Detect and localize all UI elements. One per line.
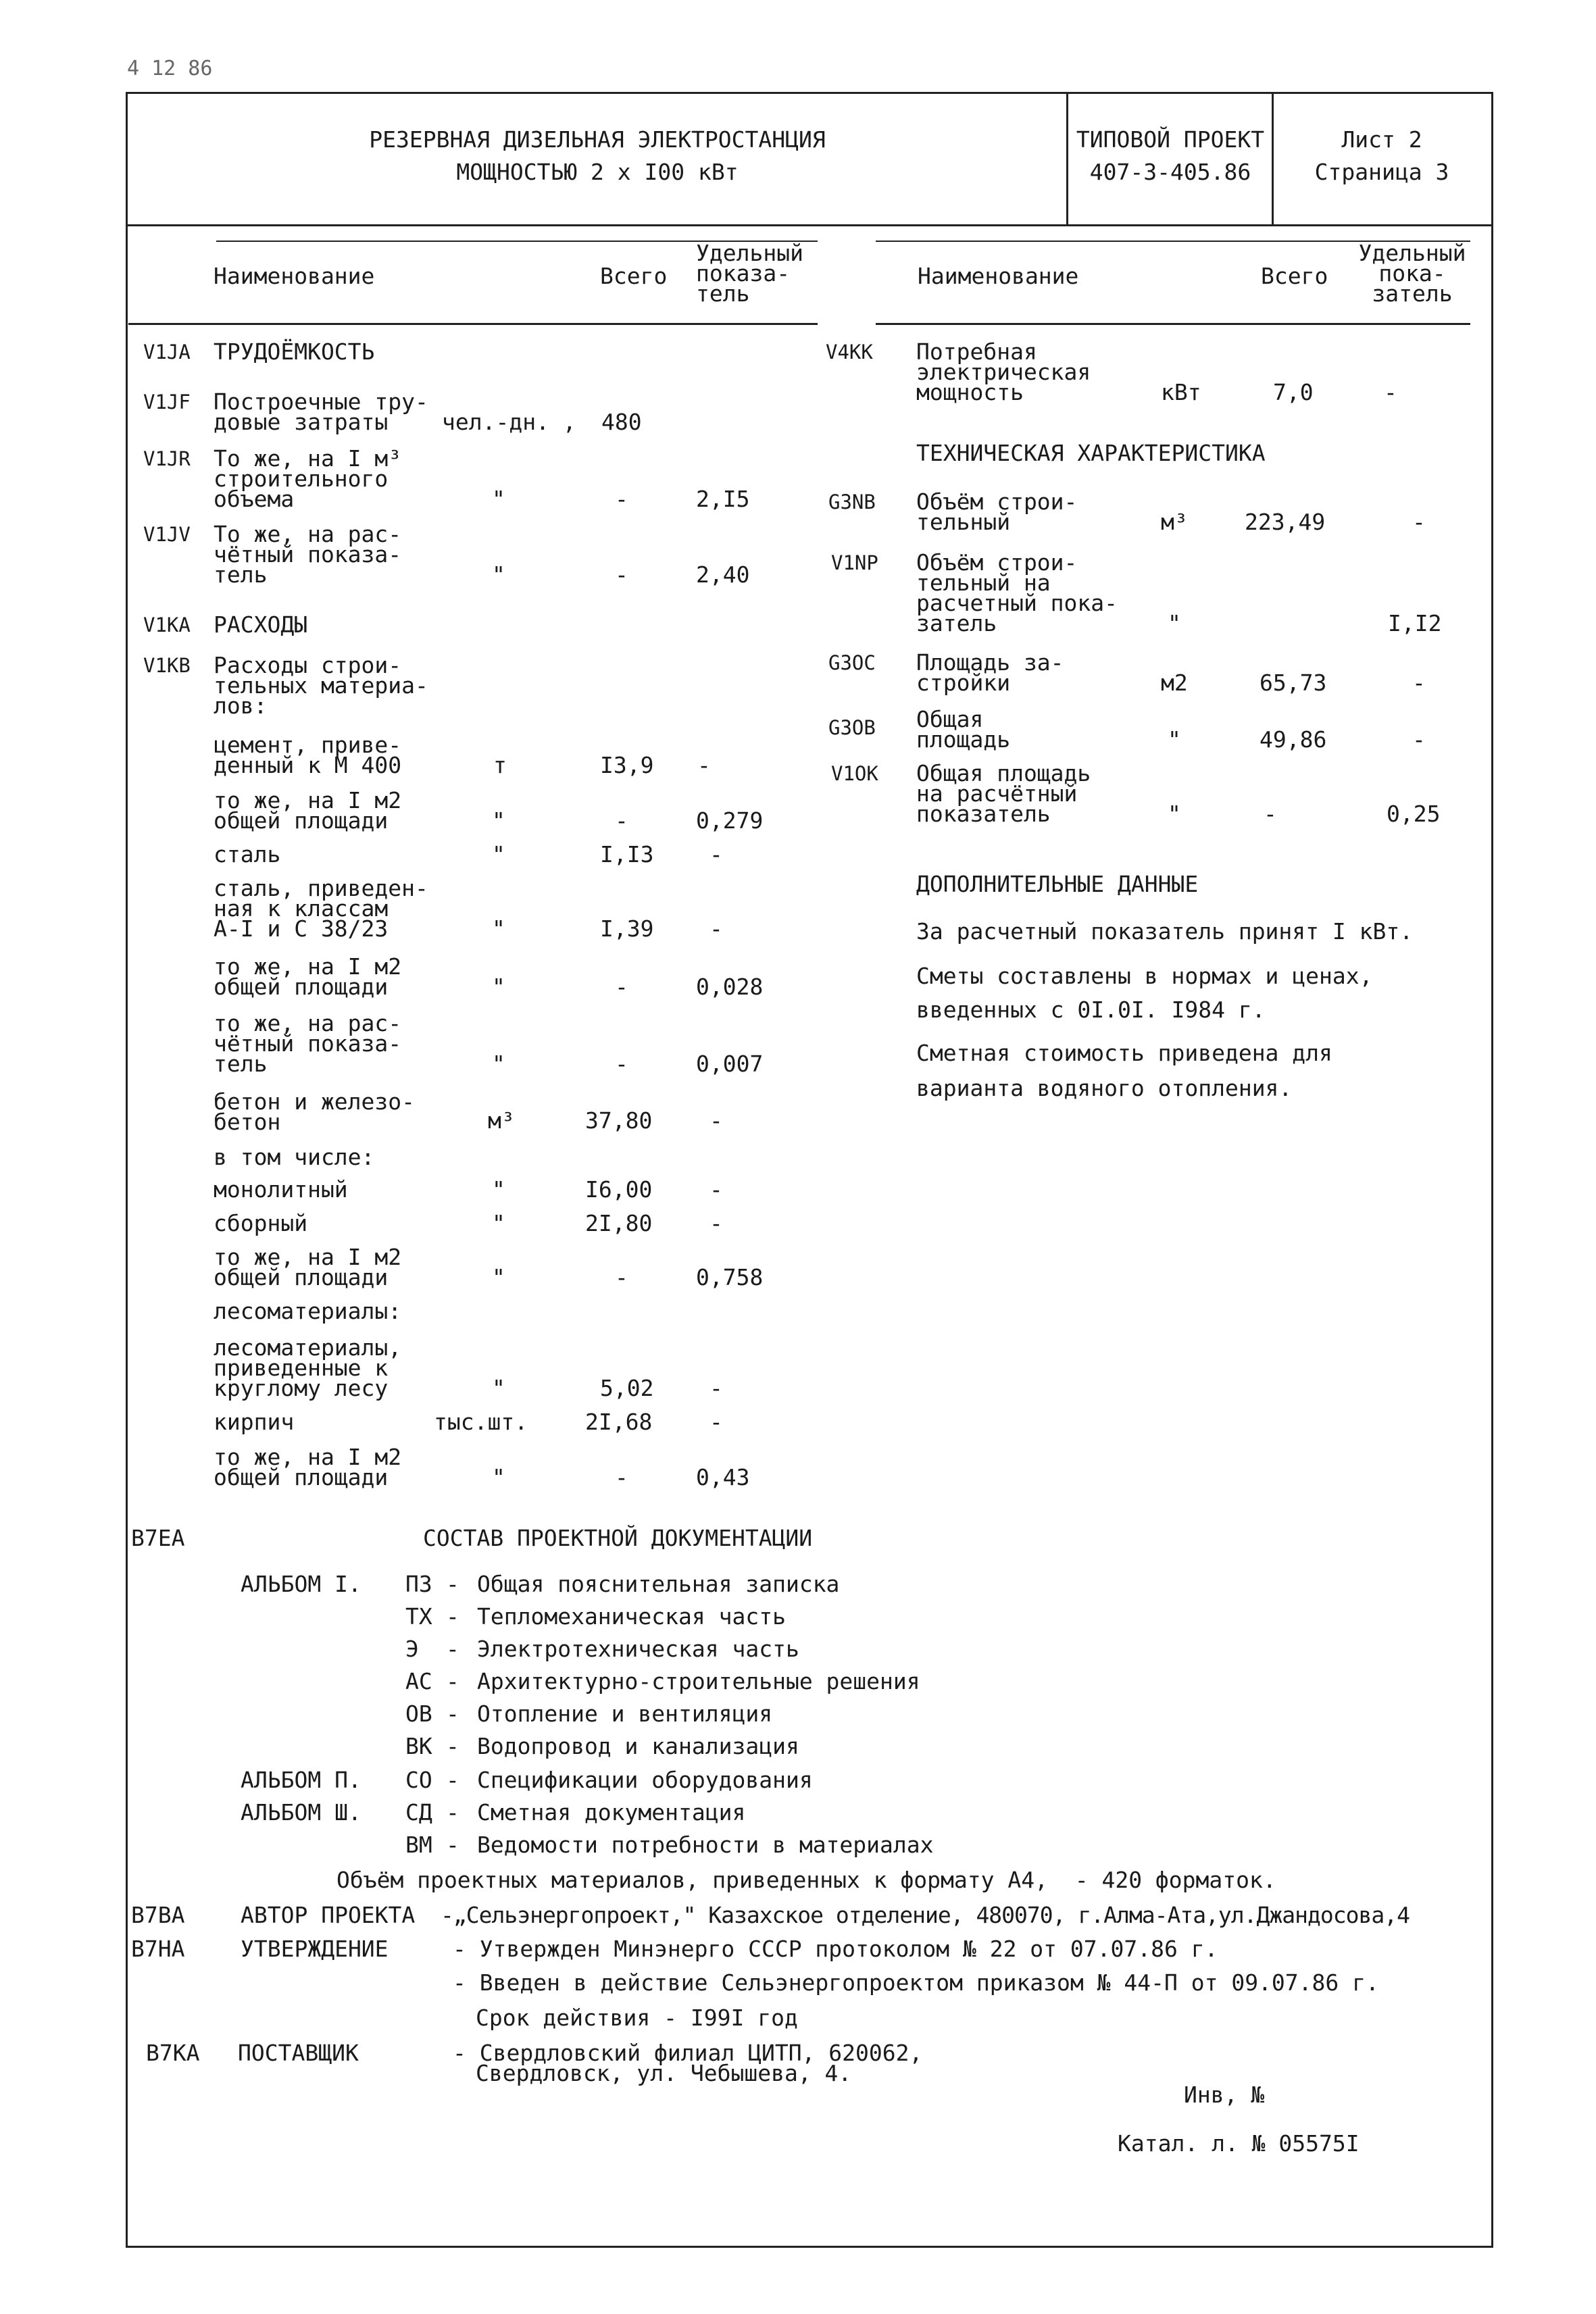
- row-name: ТРУДОЁМКОСТЬ: [214, 338, 375, 365]
- row-name: Общая площадь на расчётный показатель: [916, 760, 1091, 827]
- row-specific: -: [1384, 379, 1397, 405]
- supplier-label: ПОСТАВЩИК: [238, 2040, 359, 2066]
- supplier-line: - Свердловский филиал ЦИТП, 620062,: [453, 2040, 923, 2066]
- doc-desc: Сметная документация: [477, 1799, 746, 1826]
- project-number: 407-3-405.86: [1089, 159, 1251, 185]
- row-total: 223,49: [1245, 509, 1326, 535]
- author-label: АВТОР ПРОЕКТА: [241, 1902, 416, 1928]
- row-total: 65,73: [1260, 670, 1327, 696]
- row-name: сталь, приведен- ная к классам А-I и С 38/23: [214, 875, 428, 942]
- row-unit: ": [492, 1264, 505, 1290]
- supplier-code: B7KA: [146, 2040, 200, 2066]
- row-total: 7,0: [1273, 379, 1314, 405]
- row-total: -: [1264, 801, 1277, 827]
- doc-abbr: АС: [405, 1668, 432, 1694]
- album-label: АЛЬБОМ П.: [241, 1767, 361, 1793]
- row-unit: ": [492, 1176, 505, 1203]
- row-total: -: [615, 561, 628, 588]
- doc-desc-dash: -: [446, 1603, 459, 1630]
- row-specific: -: [709, 1107, 723, 1134]
- row-specific: -: [709, 1210, 723, 1236]
- row-specific: 0,25: [1387, 801, 1441, 827]
- docs-volume: Объём проектных материалов, приведенных к формату А4, - 420 форматок.: [336, 1867, 1276, 1893]
- row-specific: -: [1412, 509, 1426, 535]
- row-name: цемент, приве- денный к М 400: [214, 732, 402, 778]
- row-specific: I,I2: [1388, 610, 1442, 636]
- row-name: то же, на I м2 общей площади: [214, 1444, 402, 1490]
- row-total: -: [615, 1464, 628, 1490]
- row-name: Общая площадь: [916, 706, 1011, 753]
- doc-desc-dash: -: [446, 1571, 459, 1597]
- left-col-specific-header: Удельный показа- тель: [696, 240, 803, 307]
- approval-line: - Введен в действие Сельэнергопроектом приказом № 44-П от 09.07.86 г.: [453, 1969, 1379, 1996]
- row-code: V1NP: [831, 551, 878, 574]
- row-name: то же, на I м2 общей площади: [214, 787, 402, 834]
- row-unit: ": [492, 915, 505, 942]
- row-unit: ": [1168, 801, 1181, 827]
- row-name: лесоматериалы:: [214, 1298, 402, 1324]
- row-unit: ": [492, 486, 505, 512]
- additional-data-line: За расчетный показатель принят I кВт.: [916, 918, 1414, 945]
- row-specific: 0,758: [696, 1264, 764, 1290]
- row-specific: -: [709, 841, 723, 867]
- row-total: 2I,80: [585, 1210, 653, 1236]
- right-col-name-header: Наименование: [918, 263, 1079, 289]
- approval-code: B7HA: [131, 1936, 185, 1962]
- corner-mark: 4 12 86: [127, 57, 213, 80]
- row-total: 5,02: [600, 1375, 654, 1401]
- row-code: V4KK: [826, 341, 873, 363]
- doc-desc-dash: -: [446, 1832, 459, 1858]
- row-specific: -: [709, 1176, 723, 1203]
- doc-desc: Тепломеханическая часть: [477, 1603, 786, 1630]
- row-specific: 0,007: [696, 1051, 764, 1077]
- row-total: -: [615, 807, 628, 834]
- row-name: Расходы строи- тельных материа- лов:: [214, 652, 428, 719]
- doc-desc-dash: -: [446, 1733, 459, 1759]
- approval-line: - Утвержден Минэнерго СССР протоколом № 22 от 07.07.86 г.: [453, 1936, 1218, 1962]
- additional-data-line: Сметная стоимость приведена для: [916, 1040, 1332, 1066]
- left-table-header-rule: [128, 323, 818, 325]
- row-code: V1JR: [143, 447, 191, 470]
- additional-data-line: варианта водяного отопления.: [916, 1075, 1293, 1101]
- row-unit: м³: [1161, 509, 1188, 535]
- album-label: АЛЬБОМ Ш.: [241, 1799, 361, 1826]
- row-unit: ": [1168, 610, 1181, 636]
- doc-desc-dash: -: [446, 1636, 459, 1662]
- row-name: кирпич: [214, 1409, 295, 1435]
- row-name: сталь: [214, 841, 281, 867]
- row-name: то же, на рас- чётный показа- тель: [214, 1010, 402, 1077]
- row-name: лесоматериалы, приведенные к круглому лесу: [214, 1334, 402, 1401]
- row-unit: ": [492, 841, 505, 867]
- additional-data-line: Сметы составлены в нормах и ценах,: [916, 963, 1373, 989]
- approval-label: УТВЕРЖДЕНИЕ: [241, 1936, 389, 1962]
- row-specific: 0,279: [696, 807, 764, 834]
- row-unit: ": [492, 1051, 505, 1077]
- album-label: АЛЬБОМ I.: [241, 1571, 361, 1597]
- author-code: B7BA: [131, 1902, 185, 1928]
- author-value: -„Сельэнергопроект," Казахское отделение, 480070, г.Алма-Ата,ул.Джандосова,4: [441, 1902, 1410, 1928]
- row-name: То же, на I м³ строительного объема: [214, 445, 402, 512]
- row-name: сборный: [214, 1210, 308, 1236]
- row-name: Объём строи- тельный: [916, 488, 1078, 535]
- doc-desc-dash: -: [446, 1767, 459, 1793]
- left-col-name-header: Наименование: [214, 263, 375, 289]
- row-name: бетон и железо- бетон: [214, 1088, 416, 1135]
- doc-desc: Электротехническая часть: [477, 1636, 799, 1662]
- row-specific: -: [697, 752, 711, 778]
- row-unit: м³: [488, 1107, 515, 1134]
- doc-desc: Ведомости потребности в материалах: [477, 1832, 934, 1858]
- doc-abbr: ТХ: [405, 1603, 432, 1630]
- catalog-number: Катал. л. № 05575I: [1118, 2130, 1360, 2157]
- row-name: Объём строи- тельный на расчетный пока- затель: [916, 549, 1118, 636]
- row-unit: ": [492, 1464, 505, 1490]
- row-total: -: [615, 486, 628, 512]
- row-specific: 0,43: [696, 1464, 750, 1490]
- row-name: РАСХОДЫ: [214, 611, 308, 638]
- row-unit: ": [492, 1210, 505, 1236]
- doc-abbr: ОВ: [405, 1701, 432, 1727]
- row-unit: ": [492, 974, 505, 1000]
- header-col-divider-2: [1272, 92, 1274, 224]
- row-unit: м2: [1161, 670, 1188, 696]
- doc-abbr: ВМ: [405, 1832, 432, 1858]
- doc-desc: Водопровод и канализация: [477, 1733, 799, 1759]
- row-total: I3,9: [600, 752, 654, 778]
- row-unit: тыс.шт.: [434, 1409, 528, 1435]
- additional-data-line: введенных с 0I.0I. I984 г.: [916, 997, 1266, 1023]
- row-unit: т: [493, 752, 507, 778]
- row-total: I6,00: [585, 1176, 653, 1203]
- row-name: Потребная электрическая мощность: [916, 338, 1091, 405]
- row-code: G3OB: [828, 716, 876, 739]
- docs-heading: СОСТАВ ПРОЕКТНОЙ ДОКУМЕНТАЦИИ: [423, 1525, 813, 1551]
- row-total: I,I3: [600, 841, 654, 867]
- row-name: Площадь за- стройки: [916, 649, 1064, 696]
- doc-abbr: ВК: [405, 1733, 432, 1759]
- row-name: монолитный: [214, 1176, 348, 1203]
- doc-desc: Спецификации оборудования: [477, 1767, 813, 1793]
- row-unit: чел.-дн. ,: [442, 409, 576, 435]
- row-name: То же, на рас- чётный показа- тель: [214, 521, 402, 588]
- header-divider: [126, 224, 1492, 226]
- row-name: Построечные тру- довые затраты: [214, 388, 428, 435]
- row-total: 49,86: [1260, 726, 1327, 753]
- inventory-number: Инв, №: [1184, 2082, 1265, 2108]
- right-col-total-header: Всего: [1261, 263, 1328, 289]
- row-unit: ": [492, 807, 505, 834]
- row-total: -: [615, 1264, 628, 1290]
- row-specific: -: [709, 1409, 723, 1435]
- validity: Срок действия - I99I год: [476, 2005, 798, 2031]
- docs-code: B7EA: [131, 1525, 185, 1551]
- doc-desc: Общая пояснительная записка: [477, 1571, 840, 1597]
- row-unit: ": [492, 1375, 505, 1401]
- row-total: 480: [601, 409, 642, 435]
- row-name: то же, на I м2 общей площади: [214, 953, 402, 1000]
- row-specific: 0,028: [696, 974, 764, 1000]
- row-unit: кВт: [1161, 379, 1201, 405]
- row-unit: ": [1168, 726, 1181, 753]
- doc-desc: Отопление и вентиляция: [477, 1701, 773, 1727]
- project-type: ТИПОВОЙ ПРОЕКТ: [1076, 126, 1265, 153]
- doc-abbr: СД: [405, 1799, 432, 1826]
- right-table-header-rule: [876, 323, 1470, 325]
- row-code: V1KB: [143, 654, 191, 677]
- doc-desc-dash: -: [446, 1668, 459, 1694]
- doc-desc: Архитектурно-строительные решения: [477, 1668, 920, 1694]
- row-code: G3OC: [828, 651, 876, 674]
- row-code: V1JA: [143, 341, 191, 363]
- doc-desc-dash: -: [446, 1701, 459, 1727]
- row-unit: ": [492, 561, 505, 588]
- left-col-total-header: Всего: [600, 263, 668, 289]
- row-total: -: [615, 974, 628, 1000]
- document-title-line2: МОЩНОСТЬЮ 2 х I00 кВт: [456, 159, 739, 185]
- row-code: V1KA: [143, 613, 191, 636]
- right-col-specific-header: Удельный пока- затель: [1358, 240, 1466, 307]
- header-col-divider-1: [1066, 92, 1068, 224]
- row-total: I,39: [600, 915, 654, 942]
- row-specific: 2,40: [696, 561, 750, 588]
- row-total: -: [615, 1051, 628, 1077]
- row-name: ТЕХНИЧЕСКАЯ ХАРАКТЕРИСТИКА: [916, 440, 1266, 466]
- doc-abbr: СО: [405, 1767, 432, 1793]
- document-title-line1: РЕЗЕРВНАЯ ДИЗЕЛЬНАЯ ЭЛЕКТРОСТАНЦИЯ: [369, 126, 826, 153]
- row-code: V1JF: [143, 391, 191, 413]
- row-total: 37,80: [585, 1107, 653, 1134]
- doc-desc-dash: -: [446, 1799, 459, 1826]
- row-specific: -: [1412, 726, 1426, 753]
- doc-abbr: Э: [405, 1636, 419, 1662]
- row-name: то же, на I м2 общей площади: [214, 1244, 402, 1290]
- row-name: в том числе:: [214, 1144, 375, 1170]
- row-specific: -: [709, 1375, 723, 1401]
- row-code: V1OK: [831, 762, 878, 785]
- row-total: 2I,68: [585, 1409, 653, 1435]
- row-specific: -: [709, 915, 723, 942]
- row-code: V1JV: [143, 523, 191, 546]
- row-specific: 2,I5: [696, 486, 750, 512]
- row-specific: -: [1412, 670, 1426, 696]
- supplier-line: Свердловск, ул. Чебышева, 4.: [476, 2060, 852, 2086]
- sheet-number: Лист 2: [1341, 126, 1422, 153]
- page-number: Страница 3: [1314, 159, 1449, 185]
- additional-data-heading: ДОПОЛНИТЕЛЬНЫЕ ДАННЫЕ: [916, 871, 1199, 897]
- row-code: G3NB: [828, 491, 876, 513]
- doc-abbr: ПЗ: [405, 1571, 432, 1597]
